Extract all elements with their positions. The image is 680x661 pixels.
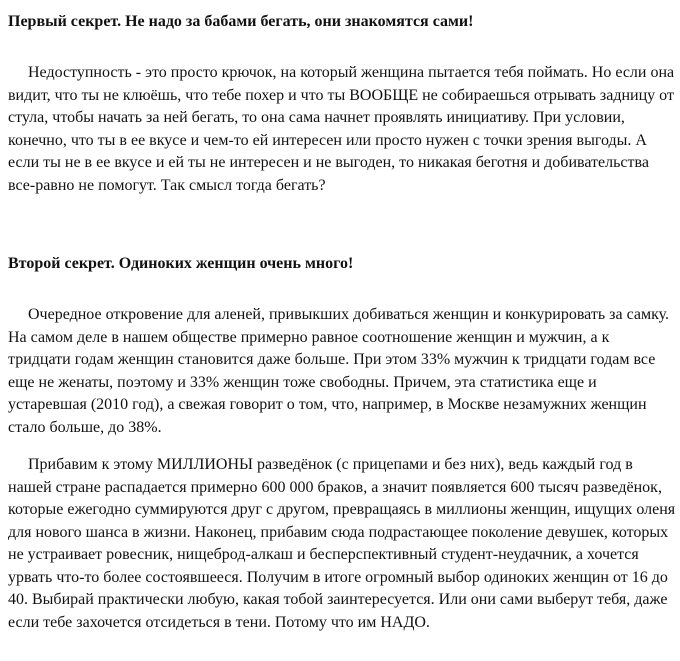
section-heading-second-secret: Второй секрет. Одиноких женщин очень много! <box>8 255 354 272</box>
paragraph-unavailability: Недоступность - это просто крючок, на который женщина пытается тебя поймать. Но если она видит, что ты не клюёшь, что тебе похер и что ты ВООБЩЕ не собираешься отрывать задницу от стула, чтобы начать за ней бегать, то она сама начнет проявлять инициативу. При условии, конечно, что ты в ее вкусе и чем-то ей интересен или просто нужен с точки зрения выгоды. А если ты не в ее вкусе и ей ты не интересен и не выгоден, то никакая беготня и добивательства все-равно не помогут. Так смысл тогда бегать? <box>8 64 675 194</box>
paragraph-statistics: Очередное откровение для аленей, привыкших добиваться женщин и конкурировать за самку. На самом деле в нашем обществе примерно равное соотношение женщин и мужчин, а к тридцати годам женщин становится даже больше. При этом 33% мужчин к тридцати годам все еще не женаты, поэтому и 33% женщин тоже свободны. Причем, эта статистика еще и устаревшая (2010 год), а свежая говорит о том, что, например, в Москве незамужних женщин стало больше, до 38%. <box>8 306 670 436</box>
article <box>8 12 676 634</box>
paragraph-divorcees: Прибавим к этому МИЛЛИОНЫ разведёнок (с прицепами и без них), ведь каждый год в нашей стране распадается примерно 600 000 браков, а значит появляется 600 тысяч разведёнок, которые ежегодно суммируются друг с другом, превращаясь в миллионы женщин, ищущих оленя для нового шанса в жизни. Наконец, прибавим сюда подрастающее поколение девушек, которых не устраивает ровесник, нищеброд-алкаш и бесперспективный студент-неудачник, а хочется урвать что-то более состоявшееся. Получим в итоге огромный выбор одиноких женщин от 16 до 40. Выбирай практически любую, какая тобой заинтересуется. Или они сами выберут тебя, даже если тебе захочется отсидеться в тени. Потому что им НАДО. <box>8 456 676 631</box>
section-heading-first-secret: Первый секрет. Не надо за бабами бегать, они знакомятся сами! <box>8 13 474 30</box>
